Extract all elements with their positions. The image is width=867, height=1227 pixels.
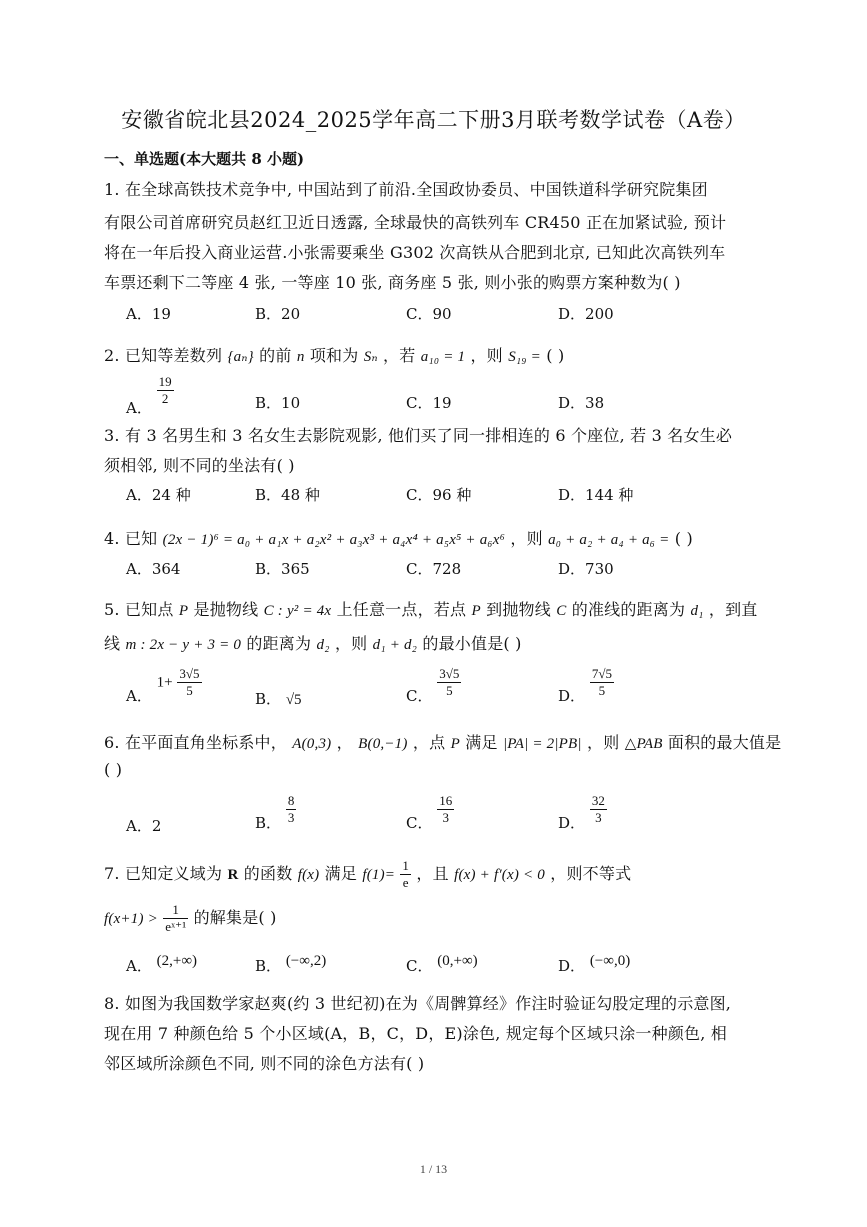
fraction [163,902,188,935]
formula: a₀ + a₂ + a₄ + a₆ = [548,532,670,548]
formula: d₁ [690,603,704,619]
formula: △PAB [624,736,663,752]
question-text-line: 8. 如图为我国数学家赵爽(约 3 世纪初)在为《周髀算经》作注时验证勾股定理的示意图, [104,994,732,1013]
formula: m : 2x − y + 3 = 0 [125,637,242,653]
denominator: 3 [595,810,602,825]
text: ( ) [546,346,565,365]
question-text-line [104,902,277,935]
formula: Sₙ [363,349,378,365]
text: 满足 [465,733,498,752]
question-text-line: 3. 有 3 名男生和 3 名女生去影院观影, 他们买了同一排相连的 6 个座位, 若 3 名女生必 [104,426,733,445]
numerator: 1 [163,902,188,919]
text: ，到直 [708,600,758,619]
question-text-line: 将在一年后投入商业运营.小张需要乘坐 G302 次高铁从合肥到北京, 已知此次高铁列车 [104,243,726,262]
option-label: D． [558,957,586,975]
formula: n [296,349,305,365]
text: 的前 [259,346,292,365]
denominator: 5 [186,683,193,698]
denominator: 5 [446,683,453,698]
option-b [255,955,326,976]
option-label: A． [126,957,152,975]
formula: A(0,3) [292,736,332,752]
text: 的准线的距离为 [571,600,686,619]
text: 6. 在平面直角坐标系中， [104,733,287,752]
option-a: A．24 种 [126,486,191,504]
text: 是抛物线 [193,600,259,619]
numerator: 3√5 [439,666,460,681]
formula: d₂ [316,637,330,653]
option-d [558,666,614,705]
formula: (2,+∞) [156,953,198,969]
formula: (2x − 1)⁶ = a₀ + a₁x + a₂x² + a₃x³ + a₄x⁴ + a₅x⁵ + a₆x⁶ [162,532,506,548]
option-a: A．2 [126,817,162,835]
formula: f(x) [297,867,320,883]
option-a [126,374,174,417]
question-text-line [104,858,631,891]
fraction [177,666,201,699]
text: ，点 [412,733,446,752]
question-text-line [104,526,693,549]
text: 线 [104,634,121,653]
formula: 1+ [156,674,173,691]
question-text-line: 有限公司首席研究员赵红卫近日透露, 全球最快的高铁列车 CR450 正在加紧试验, 预计 [104,213,727,232]
option-label: D． [558,813,586,832]
text: ( ) [674,529,693,548]
formula: |PA| = 2|PB| [502,736,582,752]
option-d: D．38 [558,394,605,412]
text: ，则 [470,346,503,365]
text: ，则 [510,529,543,548]
option-c [406,955,478,976]
question-text-line: ( ) [104,760,123,779]
text: 4. 已知 [104,529,158,548]
text: 的函数 [243,864,293,883]
option-c: C．728 [406,560,462,578]
formula: f(x+1) > [104,911,158,927]
formula: P [450,736,460,752]
numerator: 32 [591,793,605,808]
text: ，且 [416,864,449,883]
option-c: C．90 [406,305,452,323]
formula: B(0,−1) [358,736,408,752]
text: 7. 已知定义域为 [104,864,223,883]
option-c: C．19 [406,394,452,412]
numerator: 7√5 [591,666,612,681]
text: 2. 已知等差数列 [104,346,223,365]
text: 的距离为 [246,634,312,653]
option-c [406,666,461,705]
text: 5. 已知点 [104,600,174,619]
option-label: C． [406,957,433,975]
option-label: A． [126,686,152,705]
denominator: 3 [287,810,295,825]
formula: √5 [285,692,302,708]
fraction [590,666,614,699]
option-label: B． [255,813,282,832]
question-text-line: 须相邻, 则不同的坐法有( ) [104,456,295,475]
text: ，若 [383,346,416,365]
denominator: eˣ⁺¹ [165,919,187,934]
question-text-line [104,343,564,366]
text: ，则 [587,733,620,752]
formula: S₁₉ = [508,349,541,365]
option-b [255,793,296,832]
text: 的最小值是( ) [422,634,522,653]
option-b: B．20 [255,305,301,323]
option-b [255,688,302,709]
numerator: 16 [439,793,453,808]
text: 面积的最大值是 [667,733,782,752]
formula: R [227,867,239,883]
page-title: 安徽省皖北县2024_2025学年高二下册3月联考数学试卷（A卷） [121,108,746,132]
formula: a₁₀ = 1 [420,349,466,365]
formula: {aₙ} [227,349,254,365]
question-text-line [104,631,522,654]
formula: C [556,603,567,619]
denominator: 5 [598,683,606,698]
text: ， [336,733,353,752]
option-c: C．96 种 [406,486,472,504]
option-d [558,955,630,976]
numerator: 19 [158,374,172,389]
question-text-line: 邻区域所涂颜色不同, 则不同的涂色方法有( ) [104,1054,425,1073]
formula: P [471,603,481,619]
formula: (0,+∞) [437,953,478,969]
denominator: 2 [161,391,169,406]
option-label: C． [406,813,433,832]
text: 项和为 [309,346,359,365]
text: 上任意一点，若点 [336,600,467,619]
option-b: B．365 [255,560,310,578]
formula: (−∞,2) [285,953,327,969]
numerator: 8 [287,793,295,808]
option-label: A． [126,398,152,417]
formula: d₁ + d₂ [372,637,418,653]
option-label: B． [255,690,282,708]
text: 的解集是( ) [193,908,277,927]
text: 到抛物线 [486,600,551,619]
question-text-line: 现在用 7 种颜色给 5 个小区域(A，B，C，D，E)涂色, 规定每个区域只涂一种颜色, 相 [104,1024,727,1043]
fraction [590,793,607,826]
page-number: 1 / 13 [419,1162,448,1176]
formula: f(x) + f′(x) < 0 [454,867,545,883]
fraction [400,858,411,891]
text: ，则不等式 [550,864,632,883]
fraction [286,793,297,826]
fraction [157,374,174,407]
formula: C : y² = 4x [263,603,332,619]
section-heading: 一、单选题(本大题共 8 小题) [104,150,305,168]
numerator: 3√5 [179,666,200,681]
fraction [437,793,454,826]
fraction [437,666,461,699]
denominator: e [402,875,409,890]
option-a [126,955,197,976]
option-a: A．364 [126,560,181,578]
question-text-line [104,730,781,753]
option-a: A．19 [126,305,171,323]
numerator: 1 [402,858,410,873]
option-d: D．730 [558,560,614,578]
option-b: B．48 种 [255,486,320,504]
option-d [558,793,607,832]
option-a [126,666,202,705]
option-label: D． [558,686,586,705]
question-text-line: 车票还剩下二等座 4 张, 一等座 10 张, 商务座 5 张, 则小张的购票方案种数为( ) [104,273,681,292]
formula: P [178,603,189,619]
question-text-line: 1. 在全球高铁技术竞争中, 中国站到了前沿.全国政协委员、中国铁道科学研究院集团 [104,180,708,199]
formula: (−∞,0) [589,953,631,969]
option-c [406,793,454,832]
formula: f(1)= [362,867,396,883]
denominator: 3 [442,810,450,825]
text: 满足 [324,864,358,883]
option-d: D．200 [558,305,614,323]
option-d: D．144 种 [558,486,634,504]
text: ，则 [334,634,368,653]
question-text-line [104,597,758,620]
option-label: C． [406,686,433,705]
option-label: B． [255,957,282,975]
option-b: B．10 [255,394,301,412]
